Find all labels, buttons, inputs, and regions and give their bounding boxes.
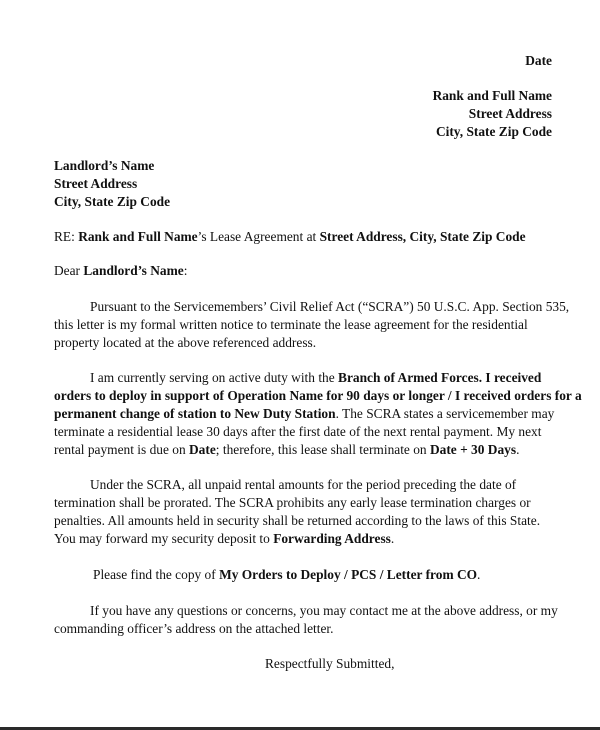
para2-line5 bbox=[54, 441, 519, 459]
para3-line4-end: . bbox=[390, 531, 395, 546]
para3-line3: penalties. All amounts held in security shall be returned according to the laws of this State. bbox=[54, 513, 541, 528]
para2-line5-b: Date bbox=[189, 442, 216, 457]
para2-line2: orders to deploy in support of Operation Name for 90 days or longer / I received orders for a bbox=[54, 388, 582, 403]
sender-name: Rank and Full Name bbox=[432, 88, 552, 103]
para2-line1 bbox=[90, 369, 541, 387]
re-address: Street Address, City, State Zip Code bbox=[319, 229, 526, 244]
sender-street: Street Address bbox=[468, 106, 552, 121]
para2-line3-bold: permanent change of station to New Duty Station bbox=[54, 406, 336, 421]
para2-line3 bbox=[54, 405, 554, 423]
sender-city: City, State Zip Code bbox=[435, 124, 552, 139]
para3-line1: Under the SCRA, all unpaid rental amounts for the period preceding the date of bbox=[90, 477, 517, 492]
para5-line1: If you have any questions or concerns, you may contact me at the above address, or my bbox=[90, 603, 558, 618]
para4-bold: My Orders to Deploy / PCS / Letter from CO bbox=[219, 567, 478, 582]
para4-line1 bbox=[93, 566, 480, 584]
salutation-name: Landlord’s Name bbox=[83, 263, 184, 278]
recipient-city: City, State Zip Code bbox=[54, 194, 171, 209]
re-line bbox=[54, 228, 526, 246]
para2-line5-e: . bbox=[516, 442, 520, 457]
para3-line4-text: You may forward my security deposit to bbox=[54, 531, 274, 546]
para2-line4: terminate a residential lease 30 days after the first date of the next rental payment. My next bbox=[54, 424, 542, 439]
salutation bbox=[54, 262, 187, 280]
para1-line2: this letter is my formal written notice to terminate the lease agreement for the residential bbox=[54, 317, 528, 332]
recipient-name: Landlord’s Name bbox=[54, 158, 155, 173]
re-name: Rank and Full Name bbox=[78, 229, 198, 244]
para2-line5-d: Date + 30 Days bbox=[429, 442, 517, 457]
salutation-suffix: : bbox=[183, 263, 188, 278]
re-mid: ’s Lease Agreement at bbox=[197, 229, 320, 244]
para2-line1-bold: Branch of Armed Forces. I received bbox=[338, 370, 542, 385]
para1-line1: Pursuant to the Servicemembers’ Civil Relief Act (“SCRA”) 50 U.S.C. App. Section 535, bbox=[90, 299, 570, 314]
re-prefix: RE: bbox=[54, 229, 79, 244]
para2-line5-a: rental payment is due on bbox=[54, 442, 189, 457]
para4-text: Please find the copy of bbox=[93, 567, 220, 582]
closing: Respectfully Submitted, bbox=[265, 656, 395, 671]
para2-line3-text: . The SCRA states a servicemember may bbox=[335, 406, 555, 421]
para2-line1-text: I am currently serving on active duty with the bbox=[90, 370, 339, 385]
para1-line3: property located at the above referenced address. bbox=[54, 335, 317, 350]
recipient-street: Street Address bbox=[54, 176, 138, 191]
para5-line2: commanding officer’s address on the attached letter. bbox=[54, 621, 334, 636]
salutation-prefix: Dear bbox=[54, 263, 84, 278]
para3-line4-bold: Forwarding Address bbox=[273, 531, 391, 546]
para4-end: . bbox=[477, 567, 481, 582]
para2-line5-c: ; therefore, this lease shall terminate on bbox=[215, 442, 430, 457]
para3-line4 bbox=[54, 530, 394, 548]
para3-line2: termination shall be prorated. The SCRA prohibits any early lease termination charges or bbox=[54, 495, 531, 510]
date: Date bbox=[525, 53, 552, 68]
